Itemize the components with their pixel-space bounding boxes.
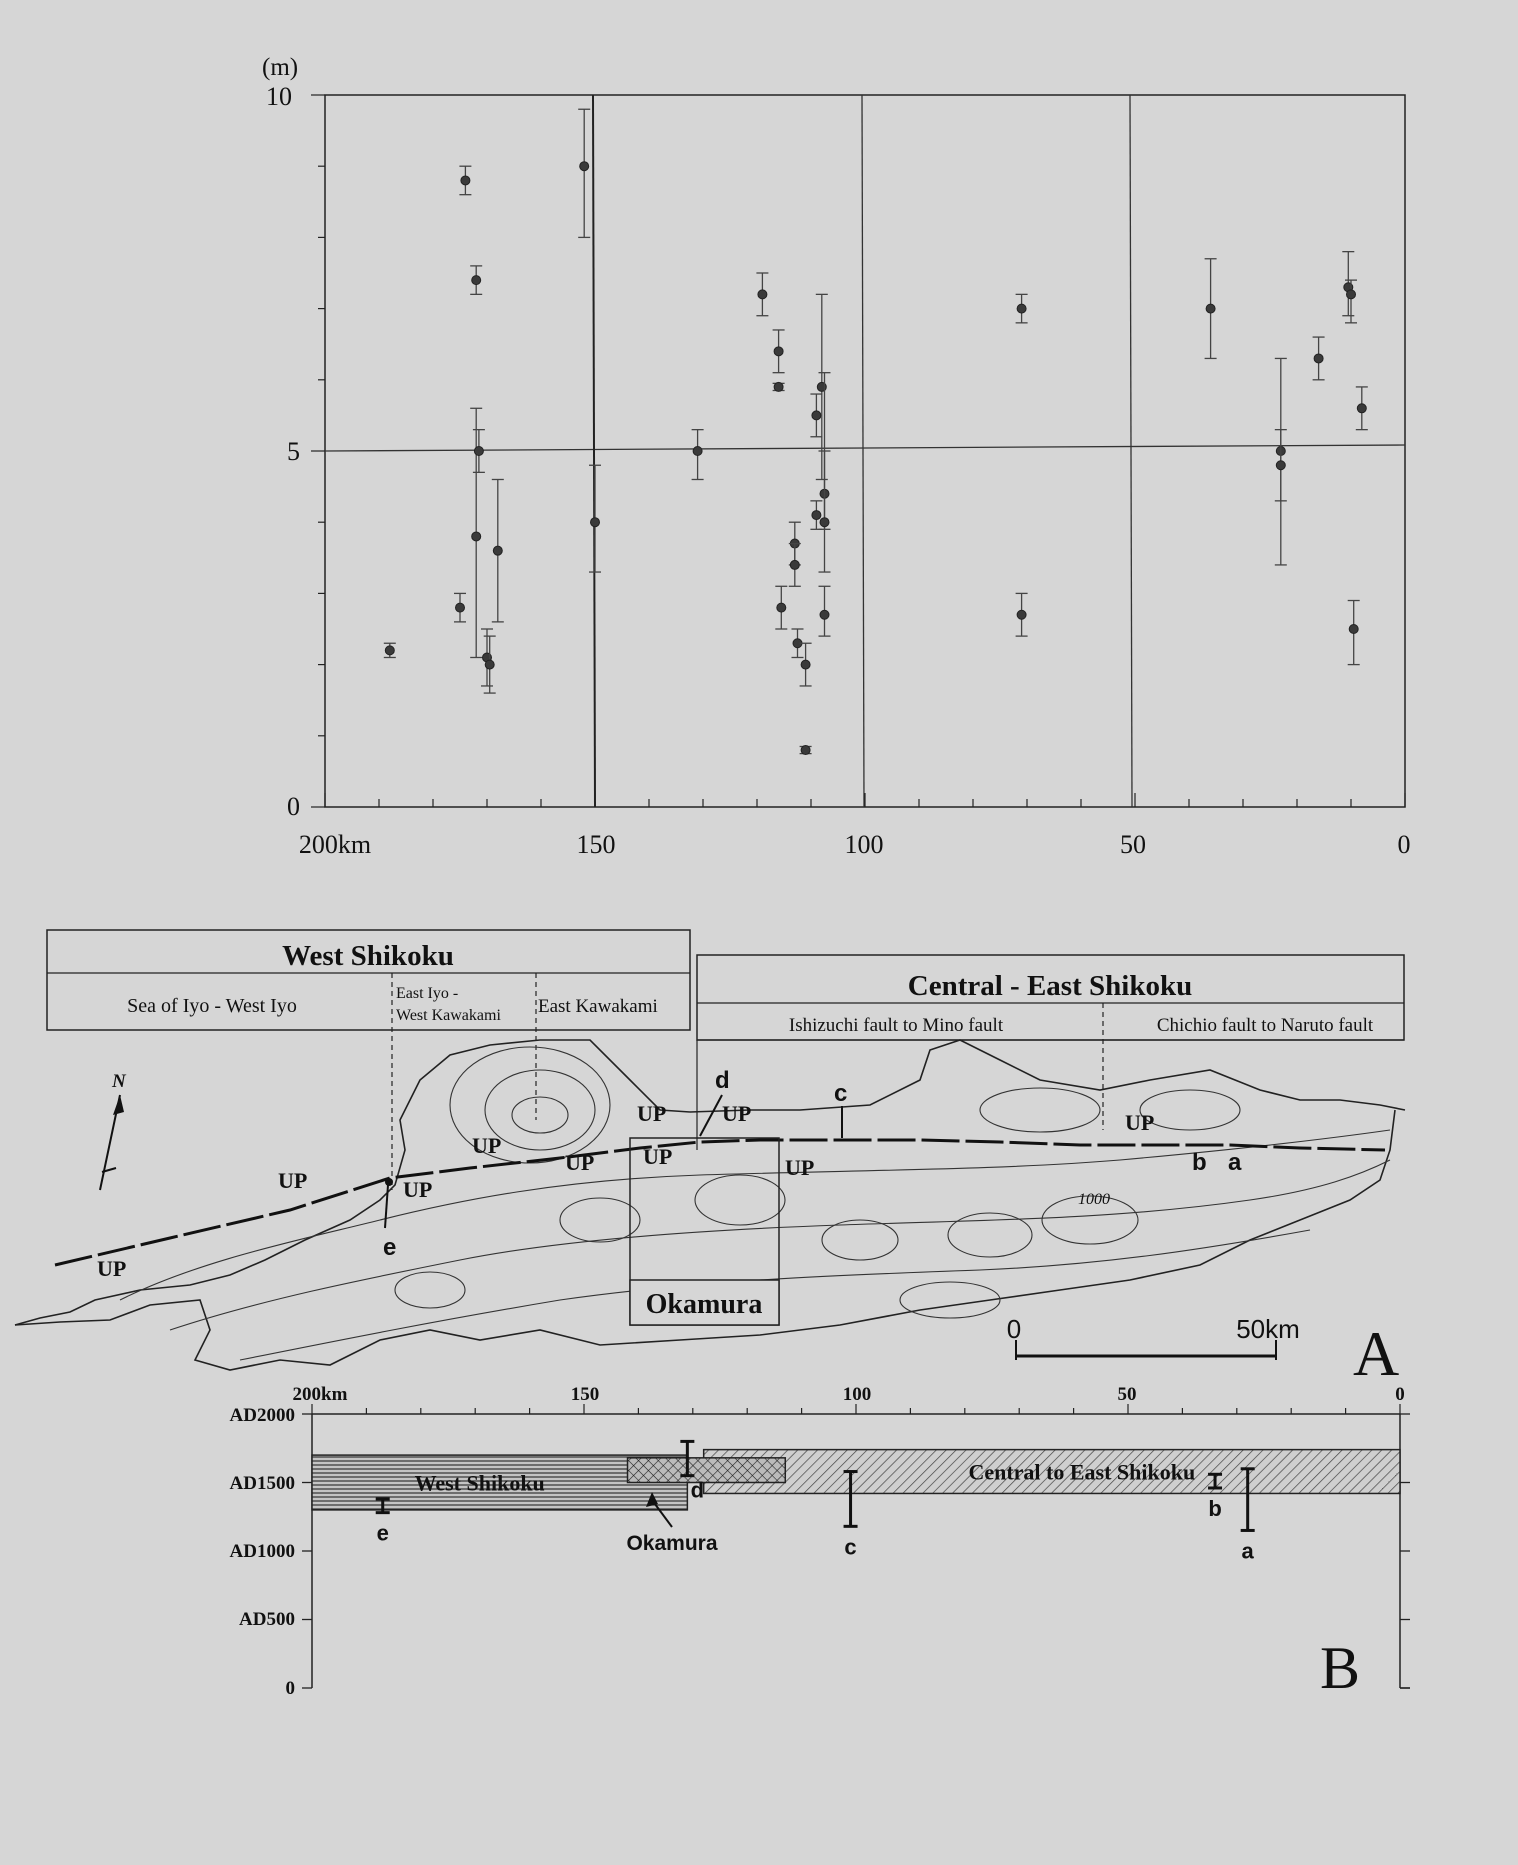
site-label: e: [376, 1520, 389, 1546]
point-marker: [472, 532, 481, 541]
y-tick-label-0: 0: [287, 792, 300, 821]
point-marker: [474, 447, 483, 456]
data-point: [1342, 252, 1354, 316]
up-label: UP: [472, 1133, 502, 1158]
data-points: [384, 109, 1368, 754]
data-point: [578, 109, 590, 237]
data-point: [470, 266, 482, 294]
point-marker: [461, 176, 470, 185]
scale-start: 0: [1006, 1314, 1022, 1344]
west-header-title: West Shikoku: [282, 940, 454, 972]
map-panel: [15, 930, 1405, 1389]
timeline-x-label-200: 200km: [292, 1384, 348, 1405]
point-marker: [1017, 610, 1026, 619]
reference-line-100: [862, 95, 864, 807]
data-point: [454, 593, 466, 621]
data-point: [1313, 337, 1325, 380]
point-marker: [774, 382, 783, 391]
timeline-x-label-0: 0: [1395, 1384, 1405, 1405]
data-point: [800, 643, 812, 686]
timeline-y-label-0: 0: [285, 1678, 295, 1699]
timeline-x-label-150: 150: [570, 1384, 600, 1405]
up-label: UP: [278, 1168, 308, 1193]
map-site-d: d: [715, 1067, 730, 1094]
okamura-label: Okamura: [645, 1289, 763, 1320]
data-point: [773, 382, 785, 391]
data-point: [384, 643, 396, 657]
west-sub-east-iyo-1: East Iyo -: [396, 985, 459, 1002]
point-marker: [493, 546, 502, 555]
x-tick-label-200: 200km: [298, 830, 372, 859]
point-marker: [1276, 461, 1285, 470]
up-label: UP: [643, 1144, 673, 1169]
data-point: [470, 408, 482, 657]
data-point: [692, 430, 704, 480]
point-marker: [693, 447, 702, 456]
y-minor-ticks: [311, 95, 325, 807]
point-marker: [1349, 625, 1358, 634]
data-point: [1205, 259, 1217, 359]
north-label: N: [112, 1071, 126, 1092]
point-marker: [1017, 304, 1026, 313]
map-site-a: a: [1228, 1149, 1242, 1176]
fault-line: [55, 1140, 1385, 1265]
timeline-okamura-label: Okamura: [626, 1532, 718, 1555]
panel-letter-a: A: [1353, 1318, 1400, 1389]
plot-frame: [325, 95, 1405, 807]
data-point: [492, 479, 504, 621]
data-point: [789, 544, 801, 587]
timeline-y-label-ad1000: AD1000: [229, 1541, 295, 1562]
map-site-b: b: [1192, 1149, 1207, 1176]
data-point: [484, 636, 496, 693]
up-label: UP: [403, 1177, 433, 1202]
data-point: [473, 430, 485, 473]
timeline-bars: [312, 1450, 1400, 1510]
point-marker: [1206, 304, 1215, 313]
central-sub-ishizuchi: Ishizuchi fault to Mino fault: [788, 1015, 1004, 1036]
point-marker: [485, 660, 494, 669]
contour-label-1000: 1000: [1078, 1191, 1110, 1208]
point-marker: [1347, 290, 1356, 299]
scale-bar: [1007, 1314, 1300, 1360]
map-site-e-arrow: [385, 1185, 388, 1228]
up-label: UP: [637, 1101, 667, 1126]
timeline-x-label-100: 100: [842, 1384, 872, 1405]
data-point: [810, 394, 822, 437]
up-label: UP: [97, 1256, 127, 1281]
point-marker: [777, 603, 786, 612]
west-sub-east-kawakami: East Kawakami: [538, 996, 658, 1017]
central-header-title: Central - East Shikoku: [907, 970, 1193, 1002]
north-arrow: [100, 1071, 127, 1190]
point-marker: [790, 560, 799, 569]
data-point: [819, 373, 831, 572]
point-marker: [820, 518, 829, 527]
data-point: [459, 166, 471, 194]
scatter-chart: [262, 54, 1411, 859]
map-site-e-dot: [385, 1178, 393, 1186]
data-point: [775, 586, 787, 629]
data-point: [773, 330, 785, 373]
up-label: UP: [1125, 1110, 1155, 1135]
point-marker: [456, 603, 465, 612]
timeline-x-label-50: 50: [1117, 1384, 1137, 1405]
coastline-south: [15, 1110, 1395, 1370]
map-site-d-arrow: [700, 1095, 722, 1136]
data-point: [1016, 294, 1028, 322]
y-axis-unit: (m): [262, 54, 299, 81]
x-tick-label-50: 50: [1120, 830, 1146, 859]
reference-line-150: [593, 95, 595, 807]
point-marker: [591, 518, 600, 527]
timeline-bar-label: West Shikoku: [414, 1470, 545, 1496]
x-tick-label-100: 100: [844, 830, 884, 859]
data-point: [1356, 387, 1368, 430]
up-label: UP: [722, 1101, 752, 1126]
data-point: [589, 465, 601, 572]
data-point: [819, 586, 831, 636]
site-label: a: [1241, 1538, 1254, 1564]
point-marker: [385, 646, 394, 655]
site-label: c: [844, 1534, 857, 1560]
reference-line-50: [1130, 95, 1132, 807]
gridline-5m: [325, 445, 1405, 451]
point-marker: [580, 162, 589, 171]
timeline-y-label-ad1500: AD1500: [229, 1473, 295, 1494]
timeline-bar: [628, 1458, 786, 1483]
data-point: [756, 273, 768, 316]
point-marker: [820, 610, 829, 619]
data-point: [1016, 593, 1028, 636]
data-point: [800, 746, 812, 755]
west-sub-east-iyo-2: West Kawakami: [396, 1007, 501, 1024]
up-label: UP: [565, 1150, 595, 1175]
point-marker: [774, 347, 783, 356]
central-sub-chichio: Chichio fault to Naruto fault: [1156, 1015, 1374, 1036]
point-marker: [1357, 404, 1366, 413]
up-label: UP: [785, 1155, 815, 1180]
point-marker: [812, 411, 821, 420]
data-point: [816, 294, 828, 479]
panel-letter-b: B: [1320, 1635, 1361, 1701]
timeline-y-label-ad2000: AD2000: [229, 1405, 295, 1426]
coastline-north-east: [690, 1040, 1405, 1112]
timeline-chart: [230, 1384, 1410, 1701]
map-site-c: c: [834, 1080, 848, 1107]
point-marker: [758, 290, 767, 299]
point-marker: [472, 276, 481, 285]
x-tick-label-150: 150: [576, 830, 616, 859]
scale-end: 50km: [1236, 1314, 1300, 1344]
y-tick-label-10: 10: [266, 82, 292, 111]
x-tick-label-0: 0: [1397, 830, 1411, 859]
timeline-x-ticks: [312, 1404, 1400, 1414]
west-sub-sea-of-iyo: Sea of Iyo - West Iyo: [127, 995, 297, 1017]
timeline-bar-label: Central to East Shikoku: [968, 1459, 1196, 1485]
timeline-y-label-ad500: AD500: [239, 1609, 295, 1630]
data-point: [1348, 601, 1360, 665]
point-marker: [801, 746, 810, 755]
site-label: d: [690, 1477, 705, 1503]
point-marker: [801, 660, 810, 669]
point-marker: [1314, 354, 1323, 363]
map-site-e: e: [383, 1234, 397, 1261]
data-point: [481, 629, 493, 686]
y-tick-label-5: 5: [287, 437, 300, 466]
site-label: b: [1208, 1495, 1222, 1521]
point-marker: [812, 511, 821, 520]
x-minor-ticks: [325, 793, 1405, 807]
up-labels: [97, 1101, 1154, 1281]
